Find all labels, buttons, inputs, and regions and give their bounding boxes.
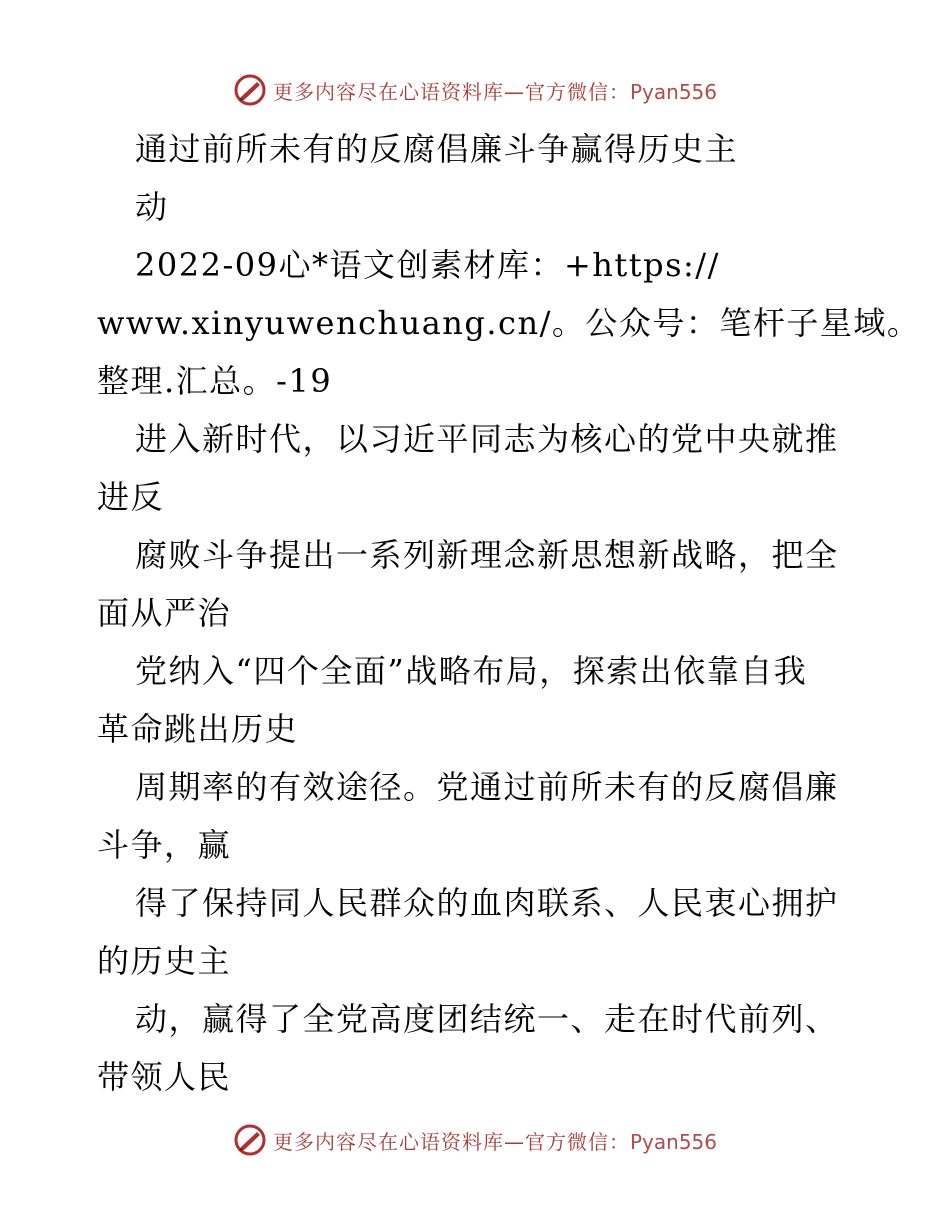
text-line: 党纳入“四个全面”战略布局，探索出依靠自我 (135, 652, 808, 690)
text-line: 带领人民 (97, 1058, 232, 1096)
text-line: www.xinyuwenchuang.cn/。公众号：笔杆子星域。 (97, 304, 921, 342)
text-line: 腐败斗争提出一系列新理念新思想新战略，把全 (135, 536, 839, 574)
text-line: 2022-09心*语文创素材库：+https:// (135, 246, 720, 284)
text-line: 通过前所未有的反腐倡廉斗争赢得历史主 (135, 130, 739, 168)
watermark-text: 更多内容尽在心语资料库—官方微信：Pyan556 (272, 1129, 717, 1154)
text-line: 革命跳出历史 (97, 710, 299, 748)
text-line: 得了保持同人民群众的血肉联系、人民衷心拥护 (135, 884, 839, 922)
text-line: 周期率的有效途径。党通过前所未有的反腐倡廉 (135, 768, 839, 806)
brand-logo-icon (233, 1123, 267, 1157)
text-line: 动 (135, 188, 169, 226)
wechat-handle: Pyan556 (629, 1129, 717, 1154)
watermark-text: 更多内容尽在心语资料库—官方微信：Pyan556 (272, 79, 717, 104)
text-line: 斗争，赢 (97, 826, 232, 864)
footer-watermark (0, 1120, 950, 1160)
text-line: 进入新时代，以习近平同志为核心的党中央就推 (135, 420, 839, 458)
header-watermark (0, 70, 950, 110)
text-line: 动，赢得了全党高度团结统一、走在时代前列、 (135, 1000, 839, 1038)
text-line: 整理.汇总。-19 (97, 362, 333, 400)
wechat-handle: Pyan556 (629, 79, 717, 104)
text-line: 面从严治 (97, 594, 232, 632)
article-body (97, 120, 921, 1106)
brand-logo-icon (233, 73, 267, 107)
text-line: 进反 (97, 478, 165, 516)
text-line: 的历史主 (97, 942, 232, 980)
